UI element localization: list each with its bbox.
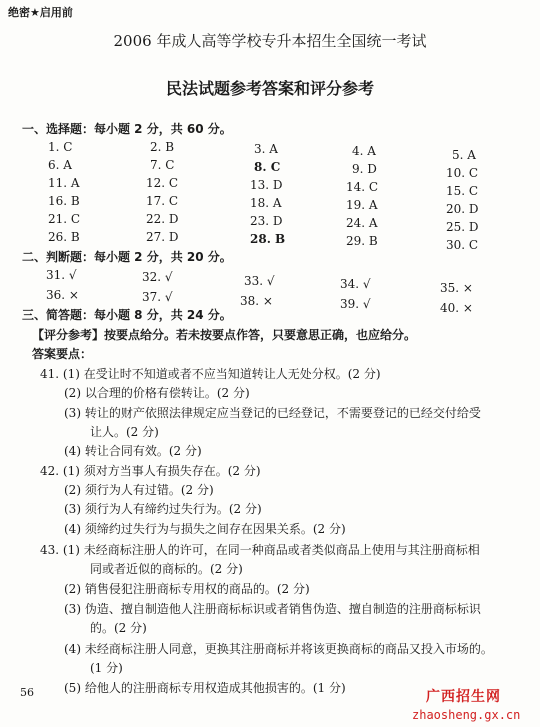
answer-4: 4. A [352,144,376,158]
doc-subtitle: 民法试题参考答案和评分参考 [165,79,374,98]
answer-25: 25. D [446,220,479,234]
answer-39: 39. √ [340,297,371,311]
answer-1: 1. C [48,140,73,154]
q43-line: (3) 伪造、擅自制造他人注册商标标识或者销售伪造、擅自制造的注册商标标识 [64,602,481,616]
q43-line: 43. (1) 未经商标注册人的许可，在同一种商品或者类似商品上使用与其注册商标相 [40,543,480,557]
watermark-text: 广西招生网 [426,689,501,705]
q41-line: 让人。(2 分) [90,425,159,439]
answer-28: 28. B [250,232,286,246]
q43-line: 的。(2 分) [90,621,147,635]
q43-line: (4) 未经商标注册人同意，更换其注册商标并将该更换商标的商品又投入市场的。 [64,642,493,656]
q41-line: (2) 以合理的价格有偿转让。(2 分) [64,386,250,400]
answer-31: 31. √ [46,268,77,282]
answer-12: 12. C [146,176,179,190]
exam-title: 2006 年成人高等学校专升本招生全国统一考试 [113,32,427,50]
answer-27: 27. D [146,230,179,244]
watermark-url: zhaosheng.gx.cn [412,708,521,722]
section2-heading: 二、判断题：每小题 2 分，共 20 分。 [22,250,232,264]
answer-3: 3. A [254,142,278,156]
q42-line: (3) 须行为人有缔约过失行为。(2 分) [64,502,262,516]
answer-38: 38. × [240,294,273,308]
answer-32: 32. √ [142,270,173,284]
answer-24: 24. A [346,216,378,230]
answer-15: 15. C [446,184,479,198]
answer-7: 7. C [150,158,175,172]
q41-line: 41. (1) 在受让时不知道或者不应当知道转让人无处分权。(2 分) [40,367,381,381]
answer-36: 36. × [46,288,79,302]
answer-8: 8. C [254,160,281,174]
q43-line: (5) 给他人的注册商标专用权造成其他损害的。(1 分) [64,681,346,695]
q41-line: (3) 转让的财产依照法律规定应当登记的已经登记，不需要登记的已经交付给受 [64,406,481,420]
answer-5: 5. A [452,148,476,162]
q42-line: 42. (1) 须对方当事人有损失存在。(2 分) [40,464,261,478]
secret-mark: 绝密★启用前 [8,6,73,19]
q43-line: (1 分) [90,661,123,675]
answer-18: 18. A [250,196,282,210]
answer-10: 10. C [446,166,479,180]
q42-line: (2) 须行为人有过错。(2 分) [64,483,214,497]
scoring-note: 【评分参考】按要点给分。若未按要点作答，只要意思正确，也应给分。 [32,328,417,342]
page-number: 56 [20,686,34,699]
answer-30: 30. C [446,238,479,252]
answer-13: 13. D [250,178,283,192]
answer-21: 21. C [48,212,81,226]
answer-19: 19. A [346,198,378,212]
answer-26: 26. B [48,230,80,244]
section3-heading: 三、简答题：每小题 8 分，共 24 分。 [22,308,232,322]
answer-key-label: 答案要点： [32,347,93,361]
answer-37: 37. √ [142,290,173,304]
answer-33: 33. √ [244,274,275,288]
answer-35: 35. × [440,281,473,295]
answer-40: 40. × [440,301,473,315]
answer-9: 9. D [352,162,377,176]
answer-16: 16. B [48,194,80,208]
q41-line: (4) 转让合同有效。(2 分) [64,444,202,458]
answer-6: 6. A [48,158,72,172]
section1-heading: 一、选择题：每小题 2 分，共 60 分。 [22,122,232,136]
answer-17: 17. C [146,194,179,208]
answer-11: 11. A [48,176,80,190]
answer-22: 22. D [146,212,179,226]
q42-line: (4) 须缔约过失行为与损失之间存在因果关系。(2 分) [64,522,346,536]
answer-20: 20. D [446,202,479,216]
answer-34: 34. √ [340,277,371,291]
q43-line: 同或者近似的商标的。(2 分) [90,562,243,576]
answer-29: 29. B [346,234,378,248]
q43-line: (2) 销售侵犯注册商标专用权的商品的。(2 分) [64,582,310,596]
answer-14: 14. C [346,180,379,194]
answer-2: 2. B [150,140,175,154]
answer-23: 23. D [250,214,283,228]
